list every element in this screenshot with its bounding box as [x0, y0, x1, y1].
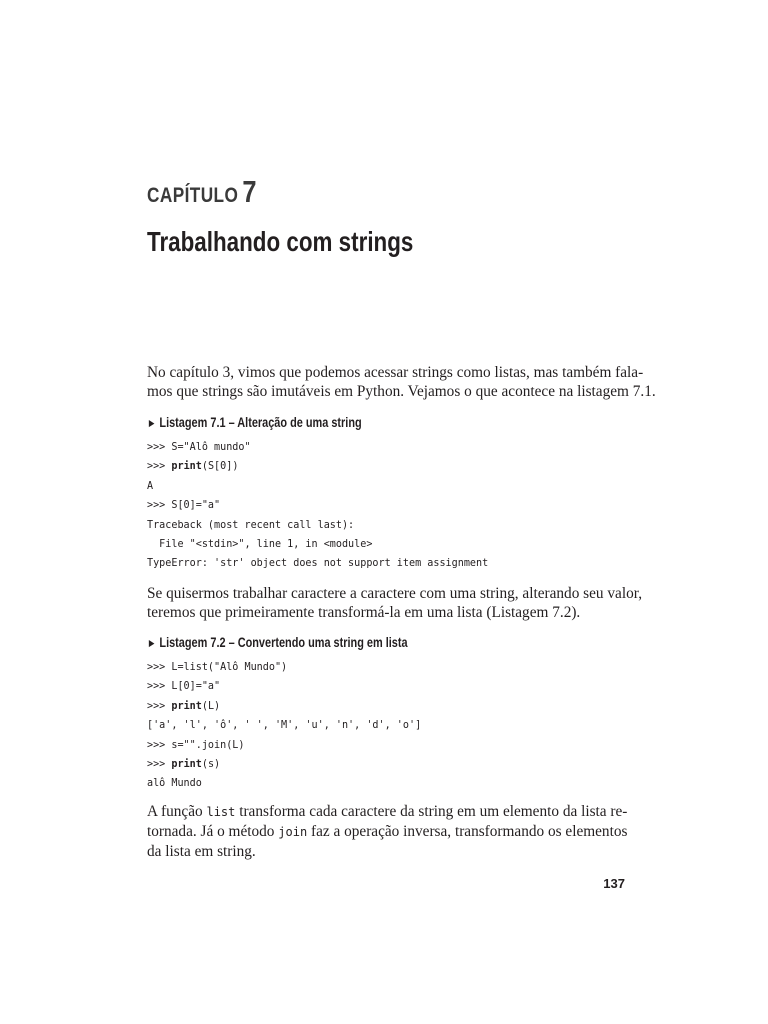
paragraph-line [147, 842, 625, 861]
code-line [147, 437, 488, 456]
listing-7-2-caption [147, 634, 408, 650]
paragraph-2-line-2: teremos que primeiramente transformá-la em uma lista (Listagem 7.2). [147, 604, 581, 621]
code-keyword: print [171, 459, 202, 473]
intro-line-2: mos que strings são imutáveis em Python. Vejamos o que acontece na listagem 7.1. [147, 383, 656, 400]
paragraph-2-line-1: Se quisermos trabalhar caractere a caractere com uma string, alterando seu valor, [147, 585, 643, 602]
listing-7-1-code [147, 437, 488, 573]
listing-7-2-code [147, 657, 421, 793]
code-line [147, 696, 421, 715]
code-line [147, 676, 421, 695]
chapter-number: 7 [242, 174, 257, 209]
triangle-marker-icon: ► [147, 416, 157, 430]
paragraph-text: transforma cada caractere da string em um elemento da lista re- [235, 803, 628, 820]
code-line [147, 476, 488, 495]
paragraph-line [147, 802, 628, 822]
code-line [147, 515, 488, 534]
paragraph-text: A função [147, 803, 207, 820]
code-text: >>> s="".join(L) [147, 737, 245, 751]
chapter-word: CAPÍTULO [147, 184, 239, 207]
code-text: ['a', 'l', 'ô', ' ', 'M', 'u', 'n', 'd', 'o'] [147, 718, 422, 732]
chapter-title: Trabalhando com strings [147, 226, 414, 257]
code-text: TypeError: 'str' object does not support item assignment [147, 556, 489, 570]
code-line [147, 773, 421, 792]
code-keyword: print [171, 757, 202, 771]
code-text: alô Mundo [147, 776, 202, 790]
code-line [147, 715, 421, 734]
paragraph-3 [147, 802, 628, 861]
paragraph-text: tornada. Já o método [147, 823, 279, 840]
code-text: (S[0]) [201, 459, 239, 473]
code-line [147, 735, 421, 754]
intro-line-1: No capítulo 3, vimos que podemos acessar strings como listas, mas também fala- [147, 364, 644, 381]
code-text: >>> L[0]="a" [147, 679, 221, 693]
code-line [147, 534, 488, 553]
triangle-marker-icon: ► [147, 636, 157, 650]
code-text: >>> L=list("Alô Mundo") [147, 660, 288, 673]
code-line [147, 754, 421, 773]
code-text: (L) [201, 698, 221, 712]
code-line [147, 553, 488, 572]
chapter-label [147, 174, 257, 210]
inline-code: list [206, 805, 236, 819]
listing-7-2-caption-text: Listagem 7.2 – Convertendo uma string em lista [159, 634, 408, 650]
listing-7-1-caption [147, 414, 362, 430]
code-text: File "<stdin>", line 1, in <module> [147, 537, 373, 551]
intro-paragraph [147, 363, 656, 401]
inline-code: join [278, 825, 308, 839]
code-text: >>> S="Alô mundo" [147, 440, 251, 453]
code-line [147, 657, 421, 676]
page-number: 137 [603, 876, 625, 891]
code-text: >>> [147, 698, 172, 712]
book-page [147, 0, 656, 1024]
code-line [147, 495, 488, 514]
code-text: A [147, 478, 154, 492]
code-keyword: print [171, 698, 202, 712]
code-text: Traceback (most recent call last): [147, 517, 355, 531]
code-line [147, 456, 488, 475]
listing-7-1-caption-text: Listagem 7.1 – Alteração de uma string [159, 414, 362, 430]
code-text: >>> [147, 459, 172, 473]
paragraph-text: da lista em string. [147, 843, 256, 860]
paragraph-line [147, 822, 628, 842]
paragraph-text: faz a operação inversa, transformando os elementos [307, 823, 628, 840]
paragraph-2 [147, 584, 643, 622]
code-text: >>> S[0]="a" [147, 498, 221, 512]
code-text: (s) [201, 757, 221, 771]
code-text: >>> [147, 757, 172, 771]
